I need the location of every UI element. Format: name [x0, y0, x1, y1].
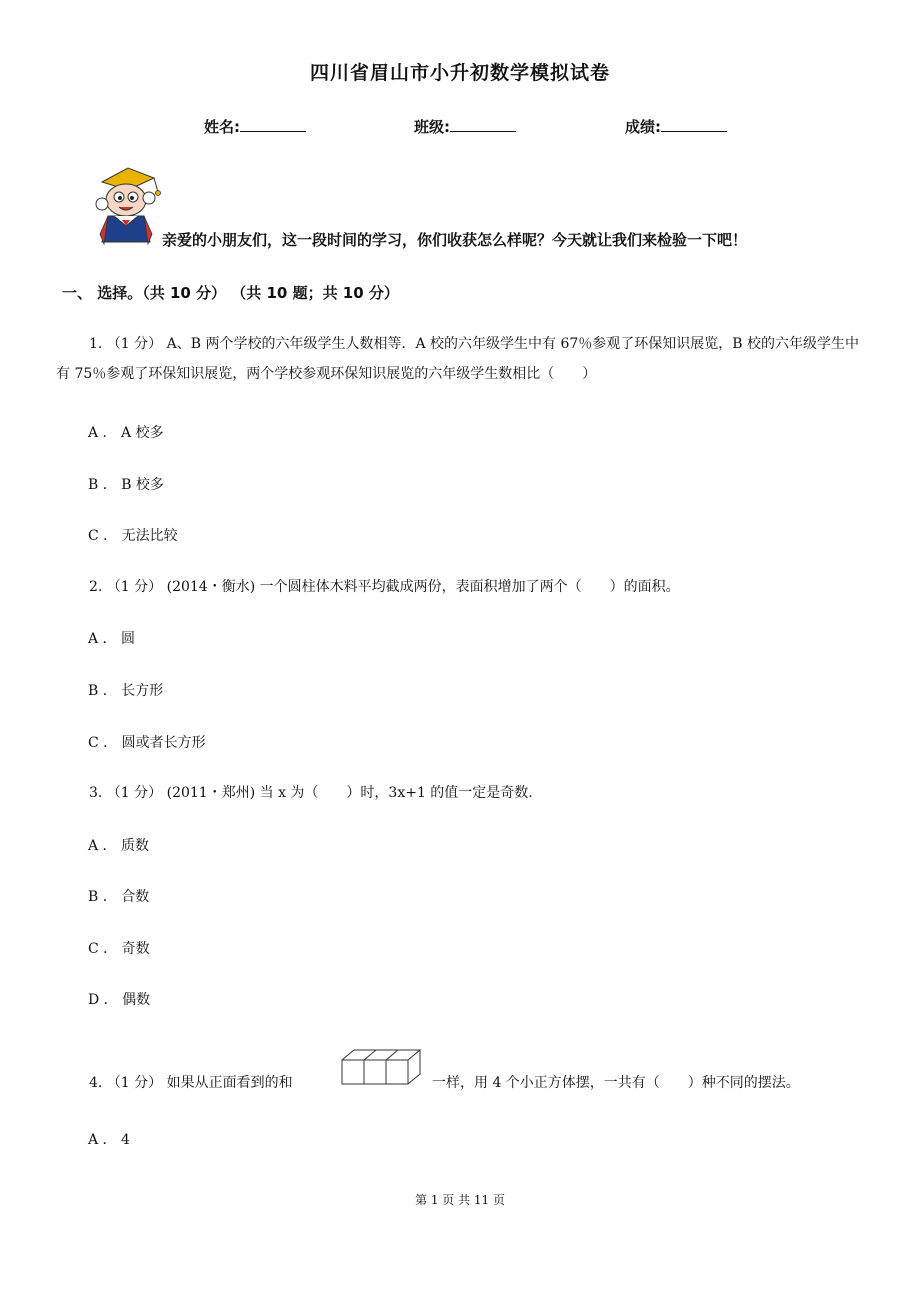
question-3-option-d: D ． 偶数: [88, 992, 151, 1008]
question-1-option-c: C ． 无法比较: [88, 528, 178, 544]
question-2-option-b: B ． 长方形: [88, 683, 164, 699]
class-label: 班级:: [414, 118, 450, 136]
score-label: 成绩:: [625, 118, 661, 136]
question-4-text-end: 一样，用 4 个小正方体摆，一共有（ ）种不同的摆法。: [432, 1075, 800, 1091]
cubes-front-view-figure: [340, 1046, 424, 1088]
question-1-text: 1. （1 分） A、B 两个学校的六年级学生人数相等．A 校的六年级学生中有 67％参观了环保知识展览，B 校的六年级学生中有 75％参观了环保知识展览，两个学校参观环保知识展览的六年级学生数相比（ ）: [56, 336, 860, 382]
name-field: [204, 116, 306, 137]
question-3-option-b: B ． 合数: [88, 889, 150, 905]
question-3-option-c: C ． 奇数: [88, 941, 150, 957]
question-1-option-b: B ． B 校多: [88, 477, 164, 493]
class-blank: [450, 117, 516, 132]
class-field: [414, 116, 516, 137]
greeting-text: 亲爱的小朋友们，这一段时间的学习，你们收获怎么样呢？今天就让我们来检验一下吧！: [162, 231, 748, 249]
page-footer: 第 1 页 共 11 页: [415, 1193, 505, 1207]
mascot-image: [92, 164, 164, 246]
question-2-option-a: A ． 圆: [88, 631, 136, 647]
name-label: 姓名:: [204, 118, 240, 136]
question-4-option-a: A ． 4: [88, 1132, 130, 1148]
score-blank: [661, 117, 727, 132]
score-field: [625, 116, 727, 137]
page-title: 四川省眉山市小升初数学模拟试卷: [309, 62, 610, 84]
question-3-option-a: A ． 质数: [88, 838, 150, 854]
question-2-option-c: C ． 圆或者长方形: [88, 735, 206, 751]
question-3-text: 3. （1 分） (2011・郑州) 当 x 为（ ）时，3x+1 的值一定是奇数.: [89, 785, 533, 801]
section-heading: 一、 选择。（共 10 分） （共 10 题；共 10 分）: [62, 284, 399, 302]
question-4-text-start: 4. （1 分） 如果从正面看到的和: [89, 1075, 293, 1091]
name-blank: [240, 117, 306, 132]
question-2-text: 2. （1 分） (2014・衡水) 一个圆柱体木料平均截成两份，表面积增加了两个（ ）的面积。: [89, 579, 680, 595]
question-1-option-a: A ． A 校多: [88, 425, 164, 441]
